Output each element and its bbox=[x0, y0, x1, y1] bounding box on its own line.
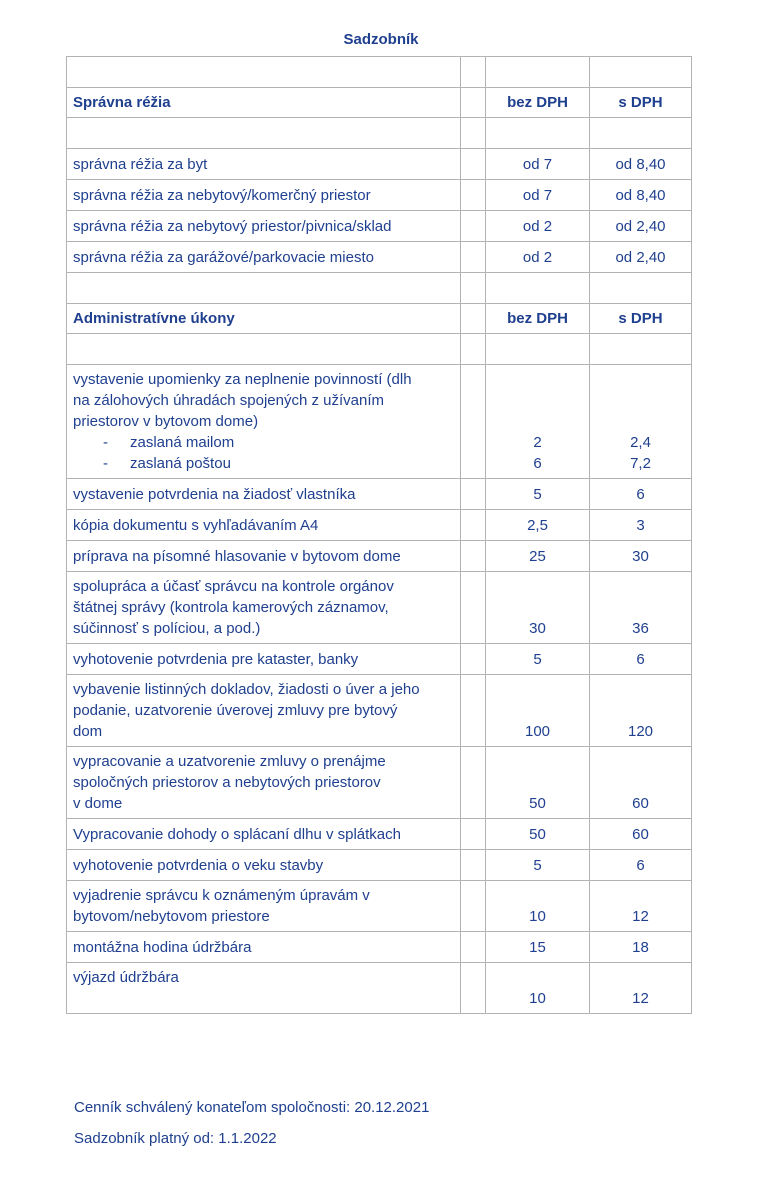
row-label: správna réžia za nebytový priestor/pivnica/sklad bbox=[67, 211, 461, 242]
empty-row bbox=[67, 273, 692, 304]
col-header-with-vat: s DPH bbox=[590, 88, 692, 118]
row-label-line: vyjadrenie správcu k oznámeným úpravám v bbox=[73, 887, 370, 904]
reminder-prices-without-vat bbox=[486, 365, 590, 479]
reminder-line: na zálohových úhradách spojených z užívaním bbox=[73, 392, 385, 409]
table-row bbox=[67, 180, 692, 211]
table-row bbox=[67, 675, 692, 747]
reminder-sub-item bbox=[73, 453, 454, 474]
list-dash: - bbox=[103, 455, 108, 472]
row-price-without-vat: od 7 bbox=[486, 149, 590, 180]
row-price-with-vat: 6 bbox=[590, 850, 692, 881]
table-row bbox=[67, 242, 692, 273]
row-price-with-vat: 7,2 bbox=[630, 455, 651, 472]
sub-item-label: zaslaná poštou bbox=[130, 455, 231, 472]
row-price-with-vat: 12 bbox=[590, 963, 692, 1014]
reminder-label bbox=[67, 365, 461, 479]
row-price-without-vat: 5 bbox=[486, 850, 590, 881]
row-price-without-vat: 2,5 bbox=[486, 510, 590, 541]
row-price-with-vat: 2,4 bbox=[630, 434, 651, 451]
table-row bbox=[67, 572, 692, 644]
row-label-line: štátnej správy (kontrola kamerových záznamov, bbox=[73, 599, 389, 616]
table-row bbox=[67, 211, 692, 242]
row-price-without-vat: 5 bbox=[486, 479, 590, 510]
empty-row bbox=[67, 118, 692, 149]
row-label-line: montážna hodina údržbára bbox=[73, 938, 252, 956]
empty-row bbox=[67, 334, 692, 365]
col-header-without-vat: bez DPH bbox=[486, 88, 590, 118]
row-price-with-vat: od 2,40 bbox=[590, 242, 692, 273]
row-label-line: súčinnosť s políciou, a pod.) bbox=[73, 620, 261, 637]
document-title: Sadzobník bbox=[343, 31, 419, 48]
row-price-without-vat: od 7 bbox=[486, 180, 590, 211]
row-label bbox=[67, 881, 461, 932]
table-row bbox=[67, 881, 692, 932]
row-label-line: vystavenie potvrdenia na žiadosť vlastníka bbox=[73, 485, 356, 503]
row-price-without-vat: od 2 bbox=[486, 242, 590, 273]
table-row bbox=[67, 149, 692, 180]
row-price-with-vat: 30 bbox=[590, 541, 692, 572]
row-label bbox=[67, 479, 461, 510]
row-price-with-vat: 12 bbox=[590, 881, 692, 932]
table-row bbox=[67, 932, 692, 963]
row-price-without-vat: 2 bbox=[533, 434, 542, 451]
rate-table-body bbox=[67, 57, 692, 1014]
row-label-line: podanie, uzatvorenie úverovej zmluvy pre bytový bbox=[73, 702, 398, 719]
row-price-with-vat: 60 bbox=[590, 819, 692, 850]
row-label bbox=[67, 747, 461, 819]
section-heading: Správna réžia bbox=[67, 88, 461, 118]
reminder-line: vystavenie upomienky za neplnenie povinností (dlh bbox=[73, 371, 412, 388]
row-price-without-vat: 50 bbox=[486, 747, 590, 819]
row-price-with-vat: 36 bbox=[590, 572, 692, 644]
col-header-with-vat: s DPH bbox=[590, 304, 692, 334]
empty-row bbox=[67, 57, 692, 88]
row-label: správna réžia za nebytový/komerčný priestor bbox=[67, 180, 461, 211]
row-price-without-vat: 10 bbox=[486, 963, 590, 1014]
table-row bbox=[67, 510, 692, 541]
row-label-line: príprava na písomné hlasovanie v bytovom dome bbox=[73, 547, 401, 565]
reminder-row bbox=[67, 365, 692, 479]
row-price-with-vat: 60 bbox=[590, 747, 692, 819]
row-label bbox=[67, 572, 461, 644]
reminder-sub-item bbox=[73, 432, 454, 453]
footer-approval: Cenník schválený konateľom spoločnosti: 20.12.2021 bbox=[74, 1099, 430, 1116]
row-label bbox=[67, 644, 461, 675]
table-row bbox=[67, 850, 692, 881]
table-row bbox=[67, 644, 692, 675]
reminder-line: priestorov v bytovom dome) bbox=[73, 413, 259, 430]
row-price-without-vat: od 2 bbox=[486, 211, 590, 242]
row-price-with-vat: 120 bbox=[590, 675, 692, 747]
row-label bbox=[67, 819, 461, 850]
row-label bbox=[67, 963, 461, 1014]
row-price-without-vat: 5 bbox=[486, 644, 590, 675]
table-row bbox=[67, 541, 692, 572]
row-label bbox=[67, 541, 461, 572]
row-label-line bbox=[73, 988, 454, 1009]
row-price-with-vat: 3 bbox=[590, 510, 692, 541]
row-price-without-vat: 15 bbox=[486, 932, 590, 963]
footer-valid-from: Sadzobník platný od: 1.1.2022 bbox=[74, 1130, 277, 1147]
section-header-row bbox=[67, 304, 692, 334]
row-label-line: spolupráca a účasť správcu na kontrole orgánov bbox=[73, 578, 394, 595]
row-price-with-vat: 6 bbox=[590, 479, 692, 510]
section-header-row bbox=[67, 88, 692, 118]
row-label-line: vybavenie listinných dokladov, žiadosti o úver a jeho bbox=[73, 681, 420, 698]
table-row bbox=[67, 963, 692, 1014]
row-label-line: v dome bbox=[73, 795, 123, 812]
row-price-with-vat: 18 bbox=[590, 932, 692, 963]
row-label-line: dom bbox=[73, 723, 103, 740]
row-label: správna réžia za byt bbox=[67, 149, 461, 180]
list-dash: - bbox=[103, 434, 108, 451]
sub-item-label: zaslaná mailom bbox=[130, 434, 235, 451]
table-row bbox=[67, 819, 692, 850]
row-label bbox=[67, 932, 461, 963]
row-label-line: vypracovanie a uzatvorenie zmluvy o prenájme bbox=[73, 753, 386, 770]
row-price-without-vat: 50 bbox=[486, 819, 590, 850]
row-price-with-vat: od 8,40 bbox=[590, 180, 692, 211]
row-label-line: bytovom/nebytovom priestore bbox=[73, 908, 270, 925]
reminder-prices-with-vat bbox=[590, 365, 692, 479]
col-header-without-vat: bez DPH bbox=[486, 304, 590, 334]
rate-table bbox=[66, 56, 692, 1014]
row-price-with-vat: od 8,40 bbox=[590, 149, 692, 180]
row-price-with-vat: od 2,40 bbox=[590, 211, 692, 242]
row-label-line: vyhotovenie potvrdenia pre kataster, banky bbox=[73, 650, 359, 668]
row-label bbox=[67, 510, 461, 541]
row-price-without-vat: 100 bbox=[486, 675, 590, 747]
table-row bbox=[67, 747, 692, 819]
table-row bbox=[67, 479, 692, 510]
row-price-without-vat: 30 bbox=[486, 572, 590, 644]
row-label-line: spoločných priestorov a nebytových priestorov bbox=[73, 774, 381, 791]
row-label bbox=[67, 850, 461, 881]
row-price-without-vat: 10 bbox=[486, 881, 590, 932]
row-label: správna réžia za garážové/parkovacie miesto bbox=[67, 242, 461, 273]
row-label-line: kópia dokumentu s vyhľadávaním A4 bbox=[73, 516, 319, 534]
row-price-with-vat: 6 bbox=[590, 644, 692, 675]
row-price-without-vat: 25 bbox=[486, 541, 590, 572]
section-heading: Administratívne úkony bbox=[67, 304, 461, 334]
row-label-line: výjazd údržbára bbox=[73, 969, 179, 986]
row-label-line: Vypracovanie dohody o splácaní dlhu v splátkach bbox=[73, 825, 401, 843]
row-label-line: vyhotovenie potvrdenia o veku stavby bbox=[73, 856, 324, 874]
row-label bbox=[67, 675, 461, 747]
row-price-without-vat: 6 bbox=[533, 455, 542, 472]
